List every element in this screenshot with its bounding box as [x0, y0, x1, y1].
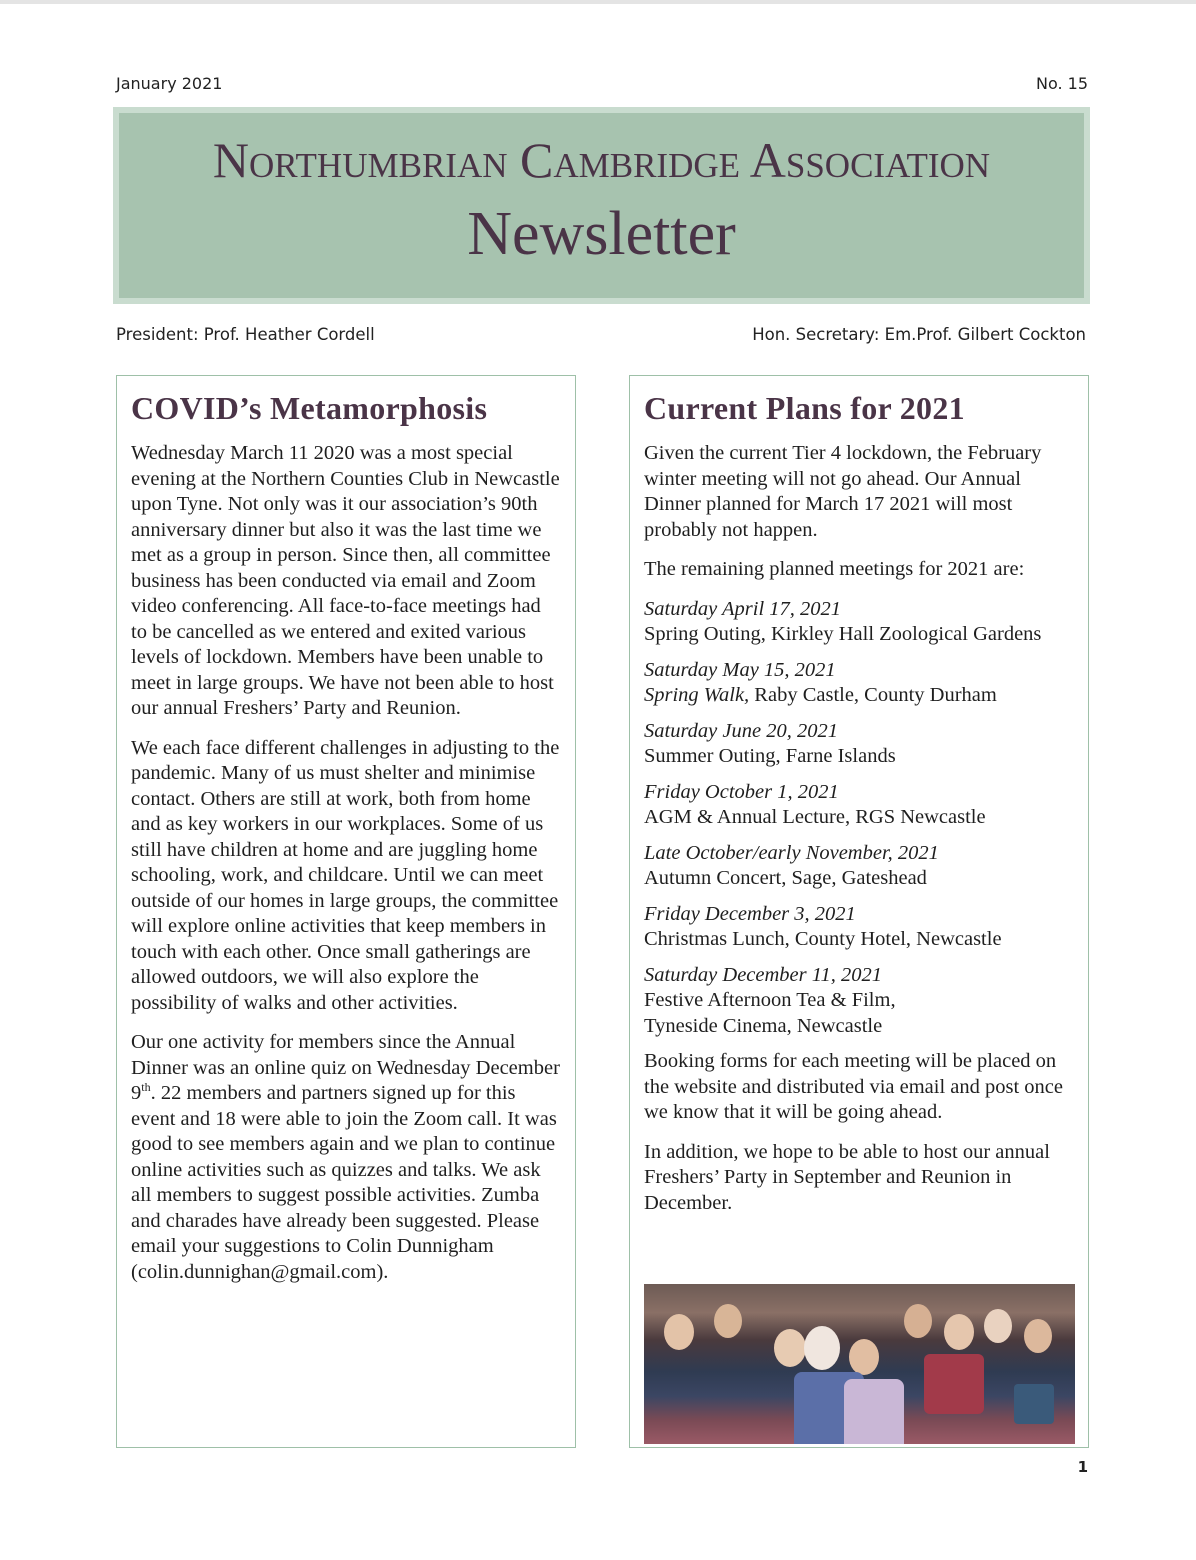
event-description-line-2: Tyneside Cinema, Newcastle: [644, 1014, 883, 1037]
event-date: Friday October 1, 2021: [644, 780, 839, 803]
event-date: Late October/early November, 2021: [644, 841, 939, 864]
issue-number: No. 15: [1035, 74, 1088, 93]
paragraph-3-end: . 22 members and partners signed up for this event and 18 were able to join the Zoom call. It was good to see members again and we plan to continue online activities such as quizzes and talks. We ask all members to suggest possible activities. Zumba and charades have already been suggested. Please email your suggestions to Colin Dunnigham (colin.dunnighan@gmail.com).: [131, 1082, 557, 1283]
event-date: Saturday June 20, 2021: [644, 719, 838, 742]
members-group-photo: [644, 1284, 1075, 1444]
event-description: Autumn Concert, Sage, Gateshead: [644, 867, 927, 889]
masthead-banner: [113, 107, 1090, 304]
event-item: [644, 841, 1074, 892]
event-description: [644, 683, 1074, 709]
ordinal-suffix: th: [141, 1080, 151, 1095]
covid-heading: COVID’s Metamorphosis: [131, 390, 488, 426]
event-item: [644, 719, 1074, 770]
event-description: Festive Afternoon Tea & Film,: [644, 989, 896, 1011]
paragraph-3-start: Our one activity for members since the Annual Dinner was an online quiz on Wednesday December 9: [131, 1031, 560, 1104]
event-description-rest: Raby Castle, County Durham: [749, 684, 997, 706]
masthead-subtitle: Newsletter: [467, 200, 736, 268]
covid-paragraph-2: We each face different challenges in adjusting to the pandemic. Many of us must shelter and minimise contact. Others are still at work, both from home and as key workers in our workplaces. Some of us still have children at home and are juggling home schooling, work, and childcare. Until we can meet outside of our homes in large groups, the committee will explore online activities that keep members in touch with each other. Once small gatherings are allowed outdoors, we will also explore the possibility of walks and other activities.: [131, 736, 560, 1014]
masthead-title: Northumbrian Cambridge Association: [212, 132, 991, 188]
secretary-line: Hon. Secretary: Em.Prof. Gilbert Cockton: [752, 325, 1086, 344]
covid-article-box: [116, 375, 576, 1448]
plans-paragraph-1: Given the current Tier 4 lockdown, the February winter meeting will not go ahead. Our Annual Dinner planned for March 17 2021 will most probably not happen.: [644, 442, 1042, 541]
covid-paragraph-1: Wednesday March 11 2020 was a most special evening at the Northern Counties Club in Newcastle upon Tyne. Not only was it our association’s 90th anniversary dinner but also it was the last time we met as a group in person. Since then, all committee business has been conducted via email and Zoom video conferencing. All face-to-face meetings had to be cancelled as we entered and exited various levels of lockdown. Members have been unable to meet in large groups. We have not been able to host our annual Freshers’ Party and Reunion.: [131, 442, 560, 719]
plans-paragraph-4: In addition, we hope to be able to host our annual Freshers’ Party in September and Reunion in December.: [644, 1140, 1050, 1214]
event-item: [644, 780, 1074, 831]
event-description: AGM & Annual Lecture, RGS Newcastle: [644, 806, 986, 828]
event-description: Spring Outing, Kirkley Hall Zoological Gardens: [644, 623, 1042, 645]
event-item: [644, 658, 1074, 709]
event-date: Saturday May 15, 2021: [644, 658, 836, 681]
event-item: [644, 597, 1074, 648]
event-description: Summer Outing, Farne Islands: [644, 745, 896, 767]
event-date: Saturday December 11, 2021: [644, 963, 882, 986]
event-description-italic: Spring Walk,: [644, 684, 750, 706]
event-item: [644, 902, 1074, 953]
covid-paragraph-3: [131, 1030, 561, 1285]
plans-paragraph-3: Booking forms for each meeting will be placed on the website and distributed via email and post once we know that it will be going ahead.: [644, 1050, 1063, 1123]
issue-date: January 2021: [116, 74, 223, 93]
event-description: Christmas Lunch, County Hotel, Newcastle: [644, 928, 1002, 950]
top-border: [0, 0, 1196, 4]
president-line: President: Prof. Heather Cordell: [116, 325, 375, 344]
event-item: [644, 963, 1074, 1040]
event-date: Friday December 3, 2021: [644, 902, 856, 925]
event-date: Saturday April 17, 2021: [644, 597, 842, 620]
plans-heading: Current Plans for 2021: [644, 390, 965, 426]
plans-article-box: [629, 375, 1089, 1448]
page-number: 1: [1077, 1458, 1088, 1476]
plans-paragraph-2: The remaining planned meetings for 2021 are:: [644, 558, 1025, 580]
